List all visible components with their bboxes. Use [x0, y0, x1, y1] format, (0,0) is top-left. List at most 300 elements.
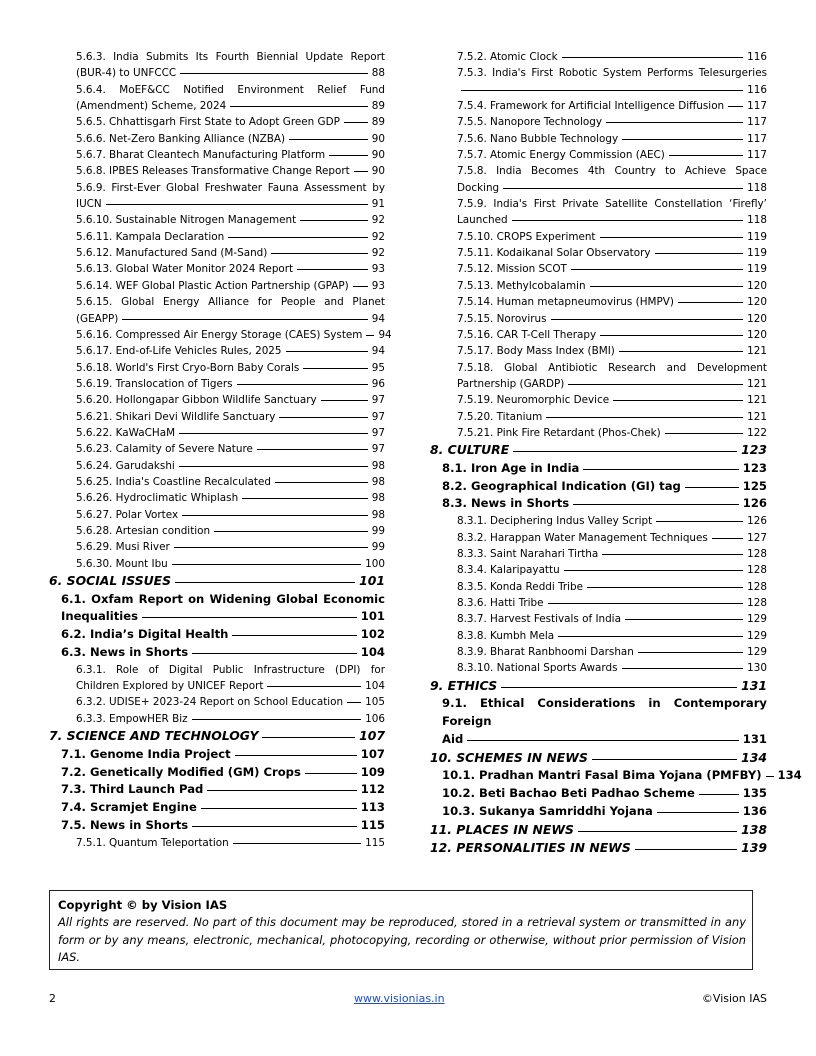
toc-entry-title: 7. SCIENCE AND TECHNOLOGY: [49, 728, 259, 744]
leader-line: [286, 351, 368, 352]
toc-entry[interactable]: [430, 441, 767, 460]
toc-entry-title: 8.3.6. Hatti Tribe: [457, 596, 544, 609]
toc-entry-title: 7.4. Scramjet Engine: [61, 800, 197, 815]
toc-entry-title: 7.5.12. Mission SCOT: [457, 263, 567, 276]
toc-entry-title: 7.5.10. CROPS Experiment: [457, 230, 596, 243]
leader-line: [321, 400, 368, 401]
toc-entry-title-line: 5.6.9. First-Ever Global Freshwater Fauna Assessment by: [76, 181, 385, 194]
toc-entry-page: 120: [747, 279, 767, 292]
toc-entry-page: 121: [747, 345, 767, 358]
toc-entry-title: Docking: [457, 181, 500, 194]
toc-entry-page: 123: [741, 442, 767, 458]
toc-entry-page: 118: [747, 181, 767, 194]
leader-line: [546, 417, 743, 418]
leader-line: [766, 776, 774, 777]
toc-entry-page: 94: [371, 345, 385, 358]
toc-entry[interactable]: [49, 245, 385, 261]
leader-line: [562, 57, 744, 58]
toc-entry-page: 121: [747, 377, 767, 390]
leader-line: [192, 826, 357, 827]
toc-entry[interactable]: [49, 572, 385, 591]
toc-entry-title: 6. SOCIAL ISSUES: [49, 573, 172, 588]
toc-entry[interactable]: [49, 474, 385, 490]
toc-entry-page: 98: [371, 475, 385, 488]
toc-entry[interactable]: [49, 360, 385, 376]
toc-entry[interactable]: [49, 392, 385, 408]
toc-entry[interactable]: [49, 507, 385, 523]
toc-entry[interactable]: [49, 764, 385, 782]
toc-entry[interactable]: [49, 458, 385, 474]
toc-entry-title: 5.6.12. Manufactured Sand (M-Sand): [76, 247, 268, 260]
leader-line: [122, 319, 367, 320]
toc-entry-title: 7.5.19. Neuromorphic Device: [457, 394, 610, 407]
toc-entry[interactable]: [430, 478, 767, 496]
toc-entry-title: 8.1. Iron Age in India: [442, 460, 580, 475]
leader-line: [600, 335, 743, 336]
toc-entry[interactable]: [430, 327, 767, 343]
leader-line: [329, 155, 368, 156]
toc-entry[interactable]: [430, 695, 767, 748]
toc-entry-title: 5.6.16. Compressed Air Energy Storage (CAES) System: [76, 328, 363, 341]
leader-line: [619, 351, 743, 352]
toc-entry-page: 112: [360, 782, 385, 797]
toc-entry-page: 98: [371, 492, 385, 505]
leader-line: [622, 668, 744, 669]
toc-entry-page: 97: [371, 426, 385, 439]
toc-entry[interactable]: [49, 343, 385, 359]
toc-entry[interactable]: [430, 628, 767, 644]
toc-entry-page: 89: [371, 116, 385, 129]
toc-entry-page: 128: [747, 580, 767, 593]
toc-entry-title: (BUR-4) to UNFCCC: [76, 67, 177, 80]
toc-entry-title: 7.5.4. Framework for Artificial Intelligence Diffusion: [457, 100, 725, 113]
leader-line: [237, 384, 368, 385]
toc-entry-page: 120: [747, 312, 767, 325]
toc-entry-title: 8.3.10. National Sports Awards: [457, 662, 618, 675]
toc-entry-page: 117: [747, 100, 767, 113]
toc-entry-title: 6.3.2. UDISE+ 2023-24 Report on School Education: [76, 696, 344, 709]
toc-entry-title: 8.3.8. Kumbh Mela: [457, 629, 555, 642]
leader-line: [606, 122, 743, 123]
leader-line: [289, 139, 368, 140]
toc-entry[interactable]: [430, 644, 767, 660]
footer-brand: ©Vision IAS: [701, 992, 767, 1005]
toc-entry[interactable]: [430, 460, 767, 478]
toc-entry-page: 129: [747, 629, 767, 642]
toc-entry-title: 7.3. Third Launch Pad: [61, 782, 204, 797]
toc-entry-title: 5.6.29. Musi River: [76, 541, 170, 554]
toc-entry-page: 117: [747, 116, 767, 129]
toc-entry-title: 7.5.5. Nanopore Technology: [457, 116, 603, 129]
toc-entry-page: 113: [360, 800, 385, 815]
toc-entry-title-line: 7.5.18. Global Antibiotic Research and Development: [457, 361, 767, 374]
toc-entry[interactable]: [49, 49, 385, 82]
toc-entry[interactable]: [49, 294, 385, 327]
toc-entry[interactable]: [49, 591, 385, 627]
toc-entry[interactable]: [49, 212, 385, 228]
toc-entry-page: 91: [371, 198, 385, 211]
toc-entry-page: 116: [747, 51, 767, 63]
toc-entry[interactable]: [430, 65, 767, 98]
leader-line: [353, 286, 368, 287]
toc-entry[interactable]: [49, 229, 385, 245]
toc-entry-page: 99: [371, 524, 385, 537]
toc-entry[interactable]: [49, 131, 385, 147]
toc-entry-page: 134: [741, 749, 767, 765]
toc-entry-title: 8. CULTURE: [430, 442, 510, 458]
toc-entry-page: 96: [371, 377, 385, 390]
toc-entry-title: 10.1. Pradhan Mantri Fasal Bima Yojana (PMFBY): [442, 768, 762, 783]
toc-entry-title: 7.5.16. CAR T-Cell Therapy: [457, 328, 597, 341]
toc-entry-title: 8.3.5. Konda Reddi Tribe: [457, 580, 584, 593]
toc-entry-page: 89: [371, 100, 385, 113]
toc-entry-title: 5.6.26. Hydroclimatic Whiplash: [76, 492, 239, 505]
leader-line: [583, 469, 738, 470]
toc-entry[interactable]: [430, 579, 767, 595]
toc-entry-page: 106: [365, 712, 385, 725]
toc-entry[interactable]: [49, 425, 385, 441]
toc-entry[interactable]: [430, 49, 767, 65]
toc-entry[interactable]: [430, 749, 767, 768]
toc-entry-page: 104: [360, 644, 385, 659]
toc-entry-title: 5.6.17. End-of-Life Vehicles Rules, 2025: [76, 345, 282, 358]
toc-entry[interactable]: [49, 727, 385, 746]
leader-line: [571, 269, 743, 270]
toc-entry-page: 131: [741, 677, 767, 693]
leader-line: [728, 106, 743, 107]
toc-entry-title: 6.3. News in Shorts: [61, 644, 189, 659]
toc-entry-page: 115: [360, 817, 385, 832]
leader-line: [587, 587, 743, 588]
toc-entry[interactable]: [49, 539, 385, 555]
toc-entry[interactable]: [430, 311, 767, 327]
toc-entry[interactable]: [430, 163, 767, 196]
leader-line: [503, 188, 743, 189]
toc-entry-page: 104: [365, 680, 385, 693]
toc-entry-title: 7.5.13. Methylcobalamin: [457, 279, 586, 292]
toc-entry-title: 5.6.20. Hollongapar Gibbon Wildlife Sanctuary: [76, 394, 317, 407]
leader-line: [179, 433, 368, 434]
leader-line: [305, 773, 357, 774]
toc-entry[interactable]: [430, 392, 767, 408]
toc-entry[interactable]: [430, 611, 767, 627]
toc-entry[interactable]: [49, 441, 385, 457]
leader-line: [678, 302, 743, 303]
toc-entry-page: 128: [747, 547, 767, 560]
toc-entry-page: 101: [360, 609, 385, 624]
toc-entry[interactable]: [49, 556, 385, 572]
leader-line: [551, 319, 744, 320]
toc-entry[interactable]: [430, 821, 767, 840]
toc-entry[interactable]: [430, 677, 767, 696]
toc-entry-page: 139: [741, 840, 767, 856]
leader-line: [233, 843, 361, 844]
toc-entry-title: 7.5.7. Atomic Energy Commission (AEC): [457, 149, 665, 162]
toc-entry[interactable]: [430, 513, 767, 529]
toc-entry-title: 8.3.4. Kalaripayattu: [457, 564, 560, 577]
toc-entry[interactable]: [430, 660, 767, 676]
leader-line: [180, 73, 368, 74]
toc-entry[interactable]: [49, 746, 385, 764]
toc-entry-title: 8.3.9. Bharat Ranbhoomi Darshan: [457, 645, 634, 658]
toc-entry-page: 117: [747, 149, 767, 162]
toc-entry-title: 5.6.27. Polar Vortex: [76, 508, 179, 521]
toc-entry[interactable]: [430, 229, 767, 245]
toc-entry-title: Inequalities: [61, 609, 139, 624]
toc-entry[interactable]: [430, 98, 767, 114]
leader-line: [568, 384, 743, 385]
toc-entry[interactable]: [430, 803, 767, 821]
toc-entry-page: 109: [360, 764, 385, 779]
toc-entry-title: 5.6.24. Garudakshi: [76, 459, 175, 472]
toc-entry-page: 138: [741, 821, 767, 837]
toc-entry-title: 11. PLACES IN NEWS: [430, 821, 574, 837]
toc-entry-title-line: 5.6.15. Global Energy Alliance for People and Planet: [76, 296, 385, 309]
leader-line: [513, 451, 737, 452]
toc-entry[interactable]: [49, 114, 385, 130]
leader-line: [300, 220, 368, 221]
leader-line: [228, 237, 368, 238]
toc-entry[interactable]: [430, 131, 767, 147]
leader-line: [267, 686, 361, 687]
copyright-text: All rights are reserved. No part of this document may be reproduced, stored in a retrieval system or transmitted in any form or by any means, electronic, mechanical, photocopying, recording or otherwise, without prior permission of Vision IAS.: [58, 915, 746, 964]
toc-entry[interactable]: [430, 343, 767, 359]
toc-entry-title-line: 7.5.8. India Becomes 4th Country to Achieve Space: [457, 165, 767, 178]
toc-entry-page: 134: [777, 768, 802, 783]
toc-entry[interactable]: [49, 781, 385, 799]
leader-line: [558, 636, 743, 637]
toc-entry[interactable]: [430, 495, 767, 513]
toc-entry-title: 8.3.7. Harvest Festivals of India: [457, 613, 621, 626]
toc-entry-title: 7.5.21. Pink Fire Retardant (Phos-Chek): [457, 426, 661, 439]
toc-entry-title-line: 6.1. Oxfam Report on Widening Global Economic: [61, 591, 385, 606]
toc-entry-page: 128: [747, 596, 767, 609]
toc-entry[interactable]: [430, 425, 767, 441]
toc-entry-title: 7.5.14. Human metapneumovirus (HMPV): [457, 296, 674, 309]
toc-entry[interactable]: [49, 835, 385, 851]
toc-entry-page: 98: [371, 459, 385, 472]
leader-line: [613, 400, 743, 401]
toc-entry[interactable]: [430, 196, 767, 229]
toc-entry-title: 7.5.20. Titanium: [457, 410, 543, 423]
toc-entry[interactable]: [430, 114, 767, 130]
toc-entry-page: 107: [359, 728, 385, 744]
toc-entry[interactable]: [430, 294, 767, 310]
leader-line: [142, 617, 357, 618]
toc-entry-page: 119: [747, 230, 767, 243]
leader-line: [344, 122, 368, 123]
toc-entry-page: 119: [747, 263, 767, 276]
leader-line: [602, 554, 743, 555]
toc-entry[interactable]: [430, 767, 802, 785]
toc-entry-page: 94: [371, 312, 385, 325]
leader-line: [512, 220, 744, 221]
toc-entry-page: 126: [747, 515, 767, 528]
leader-line: [201, 808, 357, 809]
toc-entry-page: 115: [365, 836, 385, 849]
toc-entry-title: 5.6.7. Bharat Cleantech Manufacturing Platform: [76, 149, 326, 162]
toc-entry[interactable]: [49, 163, 385, 179]
leader-line: [635, 849, 737, 850]
toc-entry-page: 93: [371, 279, 385, 292]
toc-entry[interactable]: [49, 278, 385, 294]
toc-entry-title: 5.6.6. Net-Zero Banking Alliance (NZBA): [76, 132, 286, 145]
toc-entry-title: 5.6.22. KaWaCHaM: [76, 426, 176, 439]
toc-entry-page: 105: [365, 696, 385, 709]
leader-line: [207, 790, 356, 791]
toc-entry[interactable]: [49, 82, 385, 115]
toc-entry-title: 10.2. Beti Bachao Beti Padhao Scheme: [442, 786, 695, 801]
toc-entry-title-line: 7.5.9. India's First Private Satellite Constellation ‘Firefly’: [457, 198, 767, 211]
toc-entry-title: 8.3.2. Harappan Water Management Techniques: [457, 531, 708, 544]
toc-entry[interactable]: [430, 261, 767, 277]
toc-entry-title: 5.6.25. India's Coastline Recalculated: [76, 475, 271, 488]
leader-line: [638, 652, 743, 653]
toc-entry[interactable]: [49, 327, 392, 343]
toc-entry[interactable]: [49, 409, 385, 425]
toc-entry-title: 9. ETHICS: [430, 677, 498, 693]
toc-entry-page: 121: [747, 394, 767, 407]
toc-entry-title: 5.6.5. Chhattisgarh First State to Adopt Green GDP: [76, 116, 340, 129]
leader-line: [590, 286, 744, 287]
toc-entry[interactable]: [430, 839, 767, 858]
leader-line: [106, 204, 368, 205]
toc-entry-title: 5.6.23. Calamity of Severe Nature: [76, 443, 253, 456]
toc-entry[interactable]: [49, 711, 385, 727]
toc-entry-title: 5.6.19. Translocation of Tigers: [76, 377, 233, 390]
toc-entry[interactable]: [49, 817, 385, 835]
toc-entry-page: 107: [360, 746, 385, 761]
leader-line: [172, 564, 361, 565]
leader-line: [182, 515, 368, 516]
leader-line: [564, 570, 743, 571]
toc-entry-page: 117: [747, 132, 767, 145]
leader-line: [275, 482, 368, 483]
toc-entry[interactable]: [430, 278, 767, 294]
toc-entry-title: 10.3. Sukanya Samriddhi Yojana: [442, 803, 653, 818]
leader-line: [354, 171, 368, 172]
toc-entry[interactable]: [430, 245, 767, 261]
leader-line: [625, 619, 743, 620]
leader-line: [665, 433, 743, 434]
toc-entry[interactable]: [49, 376, 385, 392]
toc-entry[interactable]: [430, 360, 767, 393]
leader-line: [235, 755, 357, 756]
website-link[interactable]: www.visionias.in: [354, 992, 445, 1005]
toc-entry[interactable]: [49, 147, 385, 163]
toc-entry-title: Children Explored by UNICEF Report: [76, 680, 264, 693]
toc-entry-title: 7.5.17. Body Mass Index (BMI): [457, 345, 615, 358]
leader-line: [192, 719, 362, 720]
toc-entry-page: 95: [371, 361, 385, 374]
toc-entry-title: 10. SCHEMES IN NEWS: [430, 749, 588, 765]
toc-entry[interactable]: [430, 147, 767, 163]
toc-entry-title-line: 5.6.4. MoEF&CC Notified Environment Relief Fund: [76, 83, 385, 96]
toc-entry[interactable]: [430, 409, 767, 425]
toc-entry-page: 127: [747, 531, 767, 544]
toc-entry[interactable]: [49, 799, 385, 817]
toc-entry-page: 118: [747, 214, 767, 227]
toc-entry-title: 7.5.1. Quantum Teleportation: [76, 836, 229, 849]
leader-line: [655, 253, 744, 254]
leader-line: [174, 547, 368, 548]
toc-entry-page: 100: [365, 557, 385, 570]
copyright-notice: [49, 890, 753, 970]
toc-entry-page: 97: [371, 443, 385, 456]
toc-entry-title: 5.6.8. IPBES Releases Transformative Change Report: [76, 165, 350, 178]
toc-entry-page: 94: [378, 328, 392, 341]
toc-entry-title: 5.6.13. Global Water Monitor 2024 Report: [76, 263, 294, 276]
toc-entry-page: 92: [371, 214, 385, 227]
toc-entry[interactable]: [430, 595, 767, 611]
toc-entry-page: 136: [742, 803, 767, 818]
leader-line: [699, 794, 739, 795]
leader-line: [501, 687, 737, 688]
leader-line: [669, 155, 743, 156]
leader-line: [712, 538, 743, 539]
leader-line: [657, 812, 739, 813]
toc-entry-title: 6.2. India’s Digital Health: [61, 627, 229, 642]
leader-line: [230, 106, 368, 107]
toc-left-column: [49, 49, 392, 851]
leader-line: [214, 531, 368, 532]
leader-line: [232, 635, 356, 636]
toc-entry-page: 123: [742, 460, 767, 475]
toc-entry[interactable]: [430, 530, 767, 546]
leader-line: [592, 759, 737, 760]
toc-entry[interactable]: [49, 644, 385, 662]
toc-entry-title: 8.3.1. Deciphering Indus Valley Script: [457, 515, 653, 528]
toc-entry[interactable]: [49, 523, 385, 539]
page-footer: [49, 992, 767, 1008]
toc-entry-title: 8.3. News in Shorts: [442, 496, 570, 511]
toc-entry[interactable]: [49, 694, 385, 710]
leader-line: [175, 582, 355, 583]
leader-line: [622, 139, 743, 140]
toc-entry[interactable]: [49, 490, 385, 506]
toc-entry-page: 130: [747, 662, 767, 675]
toc-entry-title: 8.3.3. Saint Narahari Tirtha: [457, 547, 599, 560]
leader-line: [461, 90, 743, 91]
leader-line: [257, 449, 368, 450]
toc-entry[interactable]: [430, 562, 767, 578]
toc-entry[interactable]: [49, 180, 385, 213]
toc-entry-title: 7.5.11. Kodaikanal Solar Observatory: [457, 247, 651, 260]
toc-entry[interactable]: [430, 546, 767, 562]
toc-entry-page: 128: [747, 564, 767, 577]
toc-entry[interactable]: [49, 626, 385, 644]
toc-entry-page: 97: [371, 410, 385, 423]
toc-entry-page: 119: [747, 247, 767, 260]
leader-line: [600, 237, 744, 238]
toc-entry-page: 99: [371, 541, 385, 554]
toc-entry[interactable]: [49, 261, 385, 277]
leader-line: [347, 702, 361, 703]
toc-entry[interactable]: [430, 785, 767, 803]
toc-entry-title-line: 7.5.3. India's First Robotic System Performs Telesurgeries: [457, 67, 767, 80]
leader-line: [548, 603, 744, 604]
toc-entry-page: 93: [371, 263, 385, 276]
toc-entry-page: 135: [742, 786, 767, 801]
toc-entry-page: 90: [371, 132, 385, 145]
toc-entry-page: 120: [747, 296, 767, 309]
toc-entry-title: 7.1. Genome India Project: [61, 746, 231, 761]
toc-entry-title: 5.6.21. Shikari Devi Wildlife Sanctuary: [76, 410, 276, 423]
leader-line: [242, 498, 368, 499]
toc-entry[interactable]: [49, 662, 385, 695]
toc-entry-page: 92: [371, 230, 385, 243]
leader-line: [656, 521, 743, 522]
